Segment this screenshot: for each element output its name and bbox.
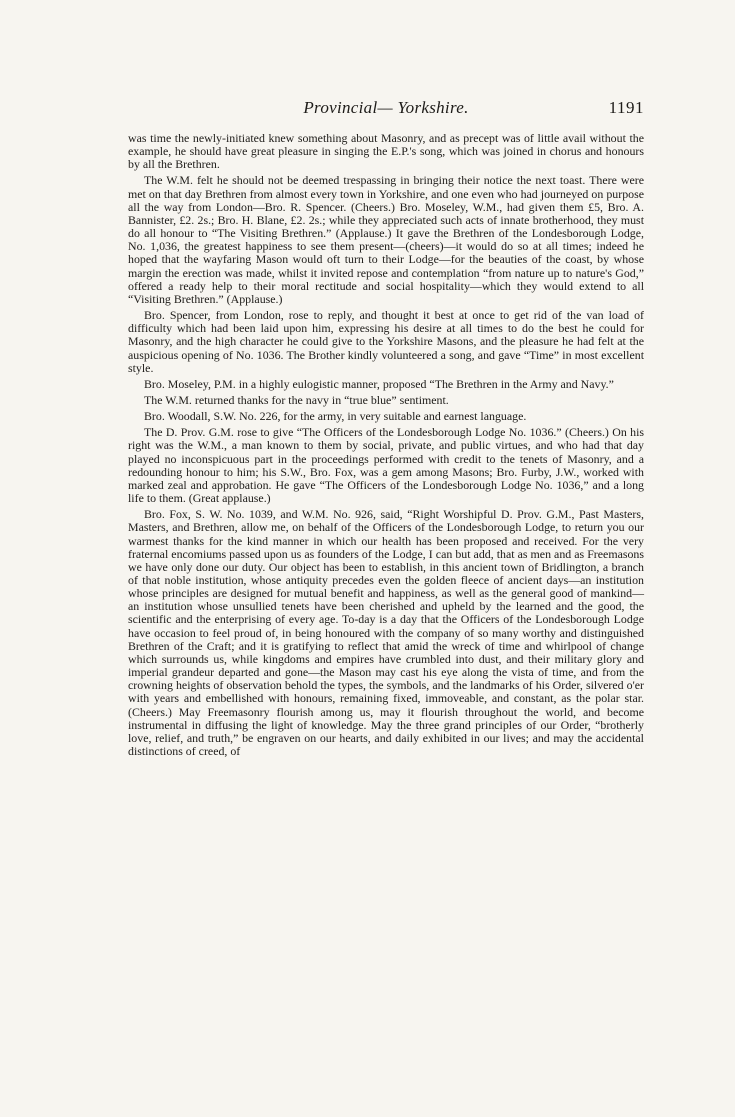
running-title: Provincial— Yorkshire. <box>303 98 469 117</box>
article-body <box>128 132 644 758</box>
page-number: 1191 <box>608 98 644 117</box>
paragraph: The W.M. returned thanks for the navy in “true blue” sentiment. <box>144 392 449 407</box>
paragraph: Bro. Spencer, from London, rose to reply, and thought it best at once to get rid of the van load of difficulty which had been laid upon him, expressing his desire at all times to do the best he could for Masonry, and the high character he could give to the Yorkshire Masons, and the pleasure he had felt at the auspicious opening of No. 1036. The Brother kindly volunteered a song, and gave “Time” in most excellent style. <box>128 308 644 375</box>
paragraph: Bro. Woodall, S.W. No. 226, for the army, in very suitable and earnest language. <box>144 409 527 424</box>
paragraph: Bro. Moseley, P.M. in a highly eulogistic manner, proposed “The Brethren in the Army and Navy.” <box>144 376 614 391</box>
page-header <box>128 98 644 120</box>
paragraph: Bro. Fox, S. W. No. 1039, and W.M. No. 926, said, “Right Worshipful D. Prov. G.M., Past Masters, Masters, and Brethren, allow me, on behalf of the Officers of the Londesborough Lodge, to return you our warmest thanks for the kind manner in which our health has been proposed and received. For the very fraternal encomiums passed upon us as founders of the Lodge, I can but add, that as men and as Freemasons we have only done our duty. Our object has been to establish, in this ancient town of Bridlington, a branch of that noble institution, whose antiquity precedes even the golden fleece of ancient days—an institution whose principles are designed for mutual benefit and happiness, as well as the general good of mankind—an institution whose unsullied tenets have been cherished and upheld by the learned and the good, the scientific and the enterprising of every age. To-day is a day that the Officers of the Londesborough Lodge have occasion to feel proud of, in being honoured with the company of so many worthy and distinguished Brethren of the Craft; and it is gratifying to reflect that amid the wreck of time and whirlpool of change which surrounds us, while kingdoms and empires have crumbled into dust, and their military glory and imperial grandeur departed and gone—the Mason may cast his eye along the vista of time, and from the crowning heights of observation behold the types, the symbols, and the landmarks of his Order, silvered o'er with years and embellished with honours, remaining fixed, immoveable, and constant, as the polar star. (Cheers.) May Freemasonry flourish among us, may it flourish throughout the world, and become instrumental in diffusing the light of knowledge. May the three grand principles of our Order, “brotherly love, relief, and truth,” be engraven on our hearts, and daily exhibited in our lives; and may the accidental distinctions of creed, of <box>128 507 644 759</box>
paragraph: The W.M. felt he should not be deemed trespassing in bringing their notice the next toast. There were met on that day Brethren from almost every town in Yorkshire, and one even who had journeyed on purpose all the way from London—Bro. R. Spencer. (Cheers.) Bro. Moseley, W.M., had given them £5, Bro. A. Bannister, £2. 2s.; Bro. H. Blane, £2. 2s.; while they appreciated such acts of innate brotherhood, they must do all honour to “The Visiting Brethren.” (Applause.) It gave the Brethren of the Londesborough Lodge, No. 1,036, the greatest happiness to see them present—(cheers)—it would do so at all times; indeed he hoped that the wayfaring Mason would oft turn to their Lodge—for the beauties of the coast, by whose margin the erection was made, whilst it invited repose and contemplation “from nature up to nature's God,” offered a ready help to their moral rectitude and social hospitality—which they would extend to all “Visiting Brethren.” (Applause.) <box>128 173 644 306</box>
paragraph: The D. Prov. G.M. rose to give “The Officers of the Londesborough Lodge No. 1036.” (Cheers.) On his right was the W.M., a man known to them by social, private, and public virtues, and who had that day played no inconspicuous part in the proceedings performed with credit to the tenets of Masonry, and a redounding honour to him; his S.W., Bro. Fox, was a gem among Masons; Bro. Furby, J.W., worked with marked zeal and approbation. He gave “The Officers of the Londesborough Lodge No. 1036,” and a long life to them. (Great applause.) <box>128 425 644 506</box>
paragraph: was time the newly-initiated knew something about Masonry, and as precept was of little avail without the example, he should have great pleasure in singing the E.P.'s song, which was joined in chorus and honours by all the Brethren. <box>128 131 644 172</box>
